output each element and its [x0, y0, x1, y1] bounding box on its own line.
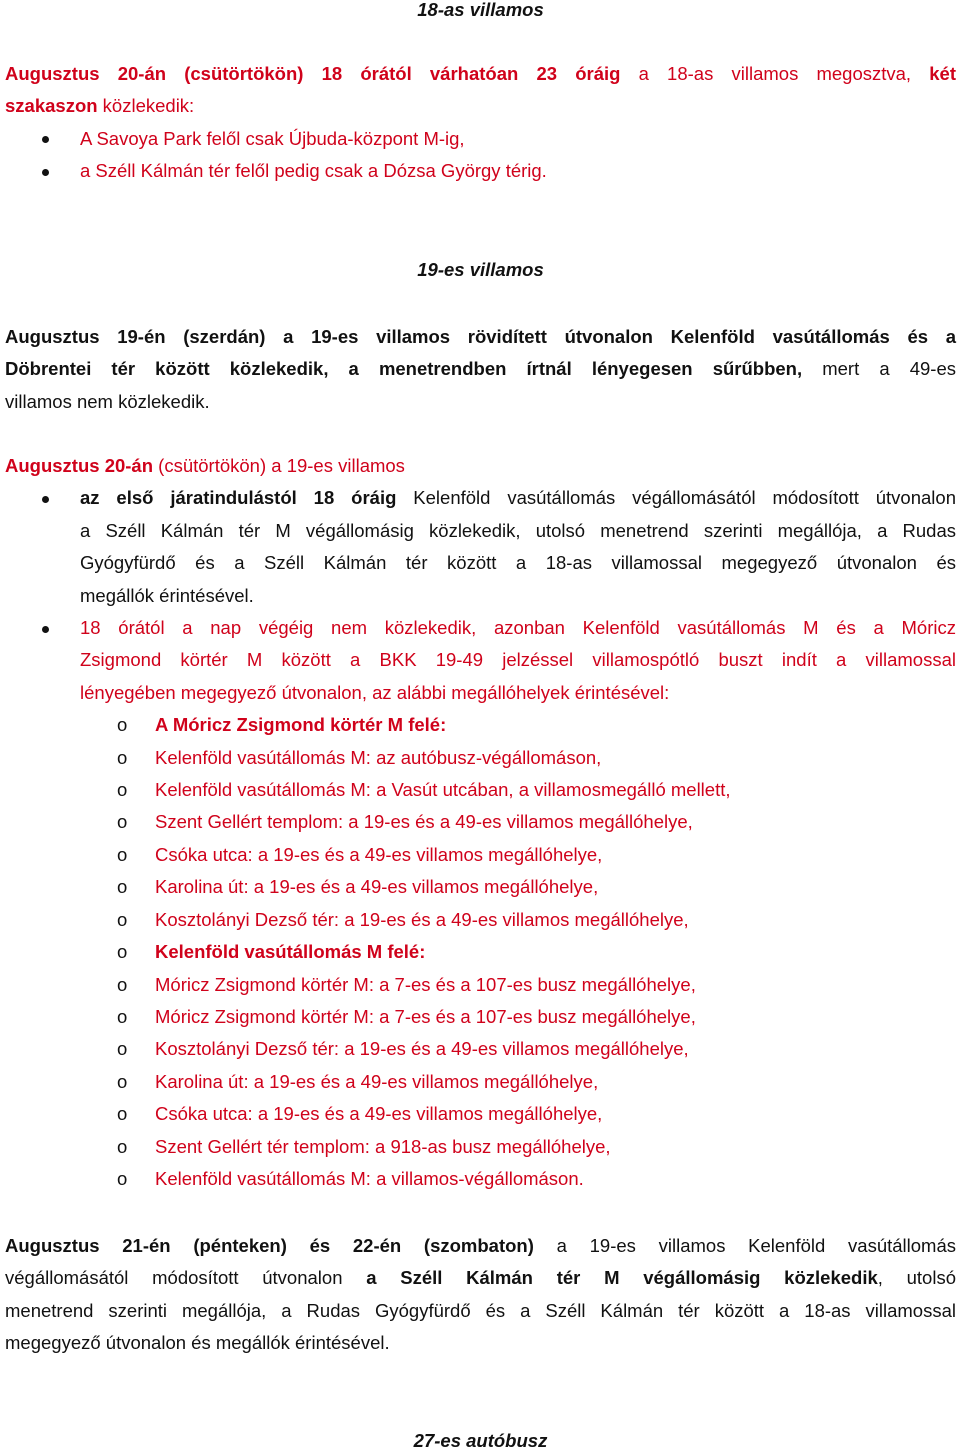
- p1-line-2: [5, 353, 956, 385]
- stop-list-item: [5, 1001, 956, 1033]
- stop-text: Móricz Zsigmond körtér M: a 7-es és a 107-es busz megállóhelye,: [155, 973, 696, 995]
- stop-list-item: [5, 871, 956, 903]
- stop-text: Kelenföld vasútállomás M: a Vasút utcában, a villamosmegálló mellett,: [155, 779, 731, 801]
- p3-line-1: [5, 1230, 956, 1262]
- p3-line-2: [5, 1262, 956, 1294]
- intro-text-red: a 18-as villamos megosztva,: [620, 63, 930, 84]
- circle-bullet-icon: o: [117, 714, 128, 736]
- stop-list-item: [5, 806, 956, 838]
- intro-line-2: [5, 90, 956, 122]
- circle-bullet-icon: o: [117, 843, 128, 865]
- list-item: [5, 123, 956, 155]
- circle-bullet-icon: o: [117, 973, 128, 995]
- stop-list-item: [5, 839, 956, 871]
- b1-bold: az első járatindulástól 18 óráig: [80, 487, 397, 509]
- stop-text: Kelenföld vasútállomás M: a villamos-végállomáson.: [155, 1167, 584, 1189]
- stop-text: Szent Gellért templom: a 19-es és a 49-es villamos megállóhelye,: [155, 811, 693, 833]
- section-19-para-2: [5, 450, 956, 1195]
- list-item: [5, 482, 956, 612]
- stop-list-item: [5, 1066, 956, 1098]
- circle-bullet-icon: o: [117, 1070, 128, 1092]
- stop-text: Kosztolányi Dezső tér: a 19-es és a 49-es villamos megállóhelye,: [155, 908, 689, 930]
- section-19-para-3: [5, 1230, 956, 1360]
- bullet-icon: [42, 155, 49, 187]
- b1-text: Kelenföld vasútállomás végállomásától módosított útvonalon: [396, 487, 956, 509]
- b2-line-1: 18 órától a nap végéig nem közlekedik, azonban Kelenföld vasútállomás M és a Móricz: [80, 617, 956, 639]
- stop-list-item: [5, 1098, 956, 1130]
- p3-date: Augusztus 21-én (pénteken) és 22-én (szombaton): [5, 1235, 534, 1256]
- p3-line-3: menetrend szerinti megállója, a Rudas Gyógyfürdő és a Széll Kálmán tér között a 18-as villamossal: [5, 1299, 956, 1321]
- stop-text: Móricz Zsigmond körtér M: a 7-es és a 107-es busz megállóhelye,: [155, 1005, 696, 1027]
- section-18-title: 18-as villamos: [417, 0, 544, 20]
- circle-bullet-icon: o: [117, 1135, 128, 1157]
- section-27-title: 27-es autóbusz: [413, 1430, 548, 1451]
- bullet-text: a Széll Kálmán tér felől pedig csak a Dózsa György térig.: [80, 160, 547, 182]
- b1-line-2: a Széll Kálmán tér M végállomásig közlekedik, utolsó menetrend szerinti megállója, a Rudas: [80, 519, 956, 541]
- intro-kozlekedik: közlekedik:: [97, 95, 195, 117]
- p3-line-4: megegyező útvonalon és megállók érintésével.: [5, 1332, 390, 1354]
- stop-text: Csóka utca: a 19-es és a 49-es villamos megállóhelye,: [155, 1103, 603, 1125]
- stop-text: Csóka utca: a 19-es és a 49-es villamos megállóhelye,: [155, 843, 603, 865]
- b1-line-4: megállók érintésével.: [80, 584, 254, 606]
- p3-bold-2: a Széll Kálmán tér M végállomásig közlekedik: [366, 1267, 878, 1289]
- p1-normal: mert a 49-es: [802, 358, 956, 380]
- intro-line-1: [5, 58, 956, 90]
- b2-line-2: Zsigmond körtér M között a BKK 19-49 jelzéssel villamospótló buszt indít a villamossal: [80, 649, 956, 671]
- bullet-icon: [42, 123, 49, 155]
- intro-ket: két: [929, 63, 956, 84]
- stop-list-item: [5, 742, 956, 774]
- bullet-text: A Savoya Park felől csak Újbuda-központ M-ig,: [80, 127, 465, 149]
- stop-text: Kelenföld vasútállomás M: az autóbusz-végállomáson,: [155, 746, 602, 768]
- section-18-intro: [5, 58, 956, 188]
- circle-bullet-icon: o: [117, 811, 128, 833]
- intro-szakaszon: szakaszon: [5, 95, 98, 117]
- stop-text: Szent Gellért tér templom: a 918-as busz megállóhelye,: [155, 1135, 611, 1157]
- circle-bullet-icon: o: [117, 746, 128, 768]
- p2-date: Augusztus 20-án: [5, 455, 154, 476]
- stop-list-item: [5, 1131, 956, 1163]
- b1-line-1: [80, 482, 956, 514]
- p1-line-3: villamos nem közlekedik.: [5, 390, 210, 412]
- p2-rest: (csütörtökön) a 19-es villamos: [153, 455, 405, 476]
- circle-bullet-icon: o: [117, 779, 128, 801]
- circle-bullet-icon: o: [117, 1103, 128, 1125]
- intro-date-red: Augusztus 20-án (csütörtökön) 18 órától várhatóan 23 óráig: [5, 63, 621, 84]
- list-item: [5, 612, 956, 709]
- b1-line-3: Gyógyfürdő és a Széll Kálmán tér között a 18-as villamossal megegyező útvonalon és: [80, 552, 956, 574]
- bullet-icon: [42, 482, 49, 514]
- stop-list-item: [5, 774, 956, 806]
- p1-line-1: Augusztus 19-én (szerdán) a 19-es villamos rövidített útvonalon Kelenföld vasútállomás és a: [5, 326, 956, 347]
- stop-list-item: [5, 1163, 956, 1195]
- circle-bullet-icon: o: [117, 1005, 128, 1027]
- list-item: [5, 155, 956, 187]
- bullet-icon: [42, 612, 49, 644]
- circle-bullet-icon: o: [117, 908, 128, 930]
- stop-text: Kelenföld vasútállomás M felé:: [155, 941, 426, 963]
- stop-text: Kosztolányi Dezső tér: a 19-es és a 49-es villamos megállóhelye,: [155, 1038, 689, 1060]
- circle-bullet-icon: o: [117, 1167, 128, 1189]
- stop-list-item: [5, 709, 956, 741]
- p3-text-1: a 19-es villamos Kelenföld vasútállomás: [533, 1235, 956, 1256]
- stop-list-item: [5, 1033, 956, 1065]
- section-19-para-1: [5, 321, 956, 418]
- stop-text: Karolina út: a 19-es és a 49-es villamos megállóhelye,: [155, 1070, 599, 1092]
- stop-list-item: [5, 904, 956, 936]
- p3-text-2: végállomásától módosított útvonalon: [5, 1267, 367, 1289]
- stop-text: Karolina út: a 19-es és a 49-es villamos megállóhelye,: [155, 876, 599, 898]
- circle-bullet-icon: o: [117, 941, 128, 963]
- stop-list-item: [5, 969, 956, 1001]
- p3-text-3: , utolsó: [877, 1267, 956, 1289]
- p1-bold: Döbrentei tér között közlekedik, a menetrendben írtnál lényegesen sűrűbben,: [5, 358, 803, 380]
- circle-bullet-icon: o: [117, 1038, 128, 1060]
- b2-line-3: lényegében megegyező útvonalon, az alábbi megállóhelyek érintésével:: [80, 681, 670, 703]
- stop-text: A Móricz Zsigmond körtér M felé:: [155, 714, 447, 736]
- circle-bullet-icon: o: [117, 876, 128, 898]
- stop-list: [5, 709, 956, 1195]
- section-19-title: 19-es villamos: [417, 259, 544, 280]
- stop-list-item: [5, 936, 956, 968]
- p2-line-1: [5, 450, 956, 482]
